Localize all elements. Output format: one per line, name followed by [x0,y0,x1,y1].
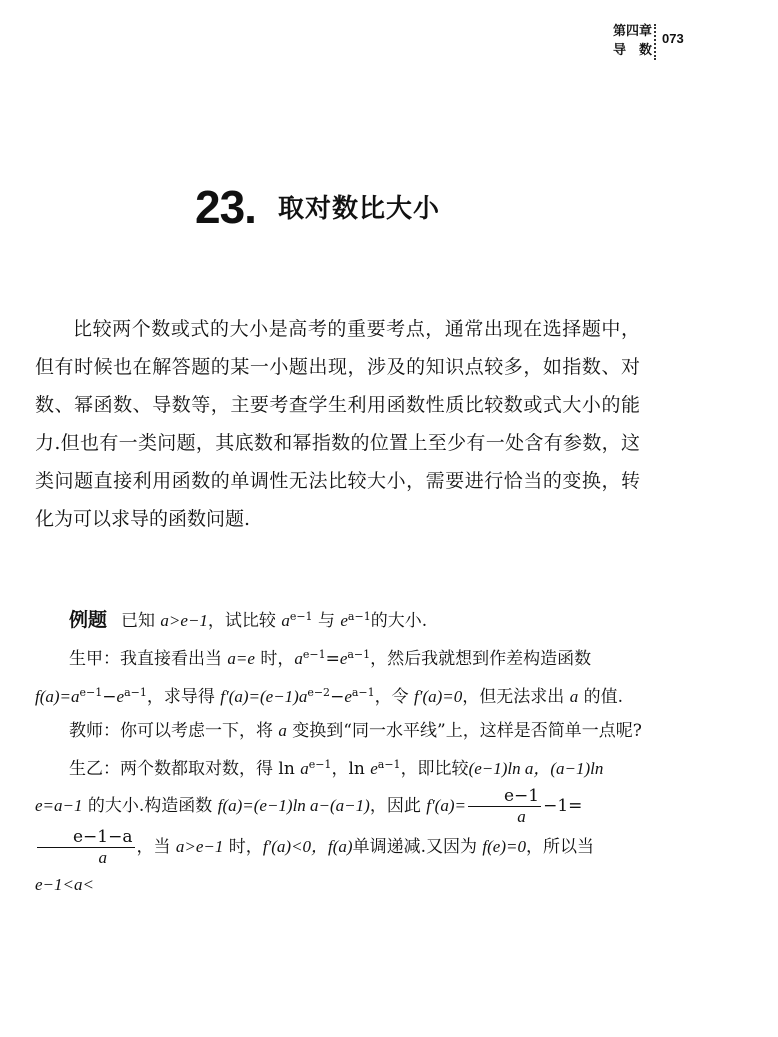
text: 时， [223,837,263,857]
student-jia-paragraph: 生甲：我直接看出当 a=e 时，$a^{e-1}=e^{a-1}$，然后我就想到作差构造函数 $f(a)=a^{e-1}-e^{a-1}$，求导得 $f'(a)=(e-1)a^{e-2}-e^{a-1}$，令 f′(a)=0，但无法求出 a 的值. [35,648,624,707]
numerator: e−1 [468,786,541,807]
example-label: 例题 [69,609,108,631]
math-e: e [344,687,352,706]
title-number: 23. [195,181,256,233]
math-a: a [300,759,309,778]
math: a [278,721,287,740]
text: ，但无法求出 [462,687,570,707]
text: ，求导得 [146,687,221,707]
text: ，令 [374,687,415,707]
math: a [569,687,579,706]
numerator: e−1−a [37,827,135,848]
math-e: e [340,611,348,630]
problem-text: 与 [317,611,341,631]
section-title [195,180,440,234]
math: f′(a)=0 [414,687,463,706]
math-e: e [339,649,348,668]
exponent: e−1 [289,610,313,623]
section-label: 导 数 [612,43,652,58]
text: 的大小.构造函数 [82,796,218,816]
intro-paragraph [35,310,640,538]
math-e: e [116,687,125,706]
exponent: e−1 [302,648,326,661]
exponent: a−1 [377,758,401,771]
math: f′(a)=(e−1) [220,687,299,706]
text: ，即比较 [400,759,469,779]
text: 生乙：两个数都取对数，得 [69,759,279,779]
teacher-paragraph [35,714,643,748]
chapter-label: 第四章 [612,24,652,39]
exponent: a−1 [347,648,371,661]
math: f(a)=(e−1)ln a−(a−1) [217,796,370,815]
example-problem [35,600,643,638]
math-a: a [281,611,290,630]
problem-text: 的大小. [370,611,428,631]
text: 时， [254,649,295,669]
math: ln [278,759,295,779]
denominator: a [517,807,526,826]
exponent: e−1 [79,686,103,699]
exponent: e−2 [307,686,331,699]
math: (e−1)ln a，(a−1)ln e=a−1 [35,759,604,815]
problem-text: 已知 [121,611,161,631]
text: ，所以当 [525,837,594,857]
math: f′(a)= [426,796,466,815]
math: a=e [227,649,255,668]
problem-text: ，试比较 [207,611,282,631]
math: f(a)= [35,687,72,706]
text: 生甲：我直接看出当 [69,649,228,669]
fraction [37,827,135,868]
exponent: e−1 [308,758,332,771]
header-divider [654,24,656,60]
problem-math: a>e−1 [160,611,208,630]
exponent: a−1 [124,686,147,699]
title-text: 取对数比大小 [277,194,440,224]
text: 的值. [578,687,624,707]
math: e−1<a< [35,875,94,894]
math-a: a [294,649,303,668]
exponent: a−1 [351,686,375,699]
denominator: a [98,848,107,867]
fraction [468,786,541,827]
intro-text: 比较两个数或式的大小是高考的重要考点，通常出现在选择题中，但有时候也在解答题的某一小题出现，涉及的知识点较多，如指数、对数、幂函数、导数等，主要考查学生利用函数性质比较数或式大小的能力.但也有一类问题，其底数和幂指数的位置上至少有一处含有参数，这类问题直接利用函数的单调性无法比较大小，需要进行恰当的变换，转化为可以求导的函数问题. [35,318,640,530]
example-block [35,600,643,902]
text: ，因此 [369,796,427,816]
text: 变换到“同一水平线”上，这样是否简单一点呢? [286,721,642,741]
math: f(e)=0 [482,837,526,856]
math: −1= [543,796,583,816]
header-labels [613,22,652,60]
student-yi-paragraph: 生乙：两个数都取对数，得 $\ln a^{e-1}$，$\ln e^{a-1}$，即比较(e−1)ln a，(a−1)ln e=a−1 的大小.构造函数 f(a)=(e−1)ln a−(a−1)，因此 f′(a)= $\frac{e-1}{a}$ −1= $\frac{e-1-a}{a}$ ，当 a>e−1 时，f′(a)<0，f(a)单调递减.又因为 f(e)=0，所以当 e−1<a< [35,758,604,894]
page-number: 073 [662,31,684,46]
math: f′(a)<0，f(a) [262,837,353,856]
math: a>e−1 [175,837,224,856]
math-a: a [298,687,308,706]
text: 单调递减.又因为 [352,837,483,857]
text: ，当 [136,837,176,857]
math-a: a [71,687,80,706]
text: 教师：你可以考虑一下，将 [69,721,279,741]
exponent: a−1 [347,610,371,623]
running-header [590,22,710,62]
text: ，然后我就想到作差构造函数 [370,649,592,669]
math-e: e [370,759,378,778]
math: ln [348,759,365,779]
